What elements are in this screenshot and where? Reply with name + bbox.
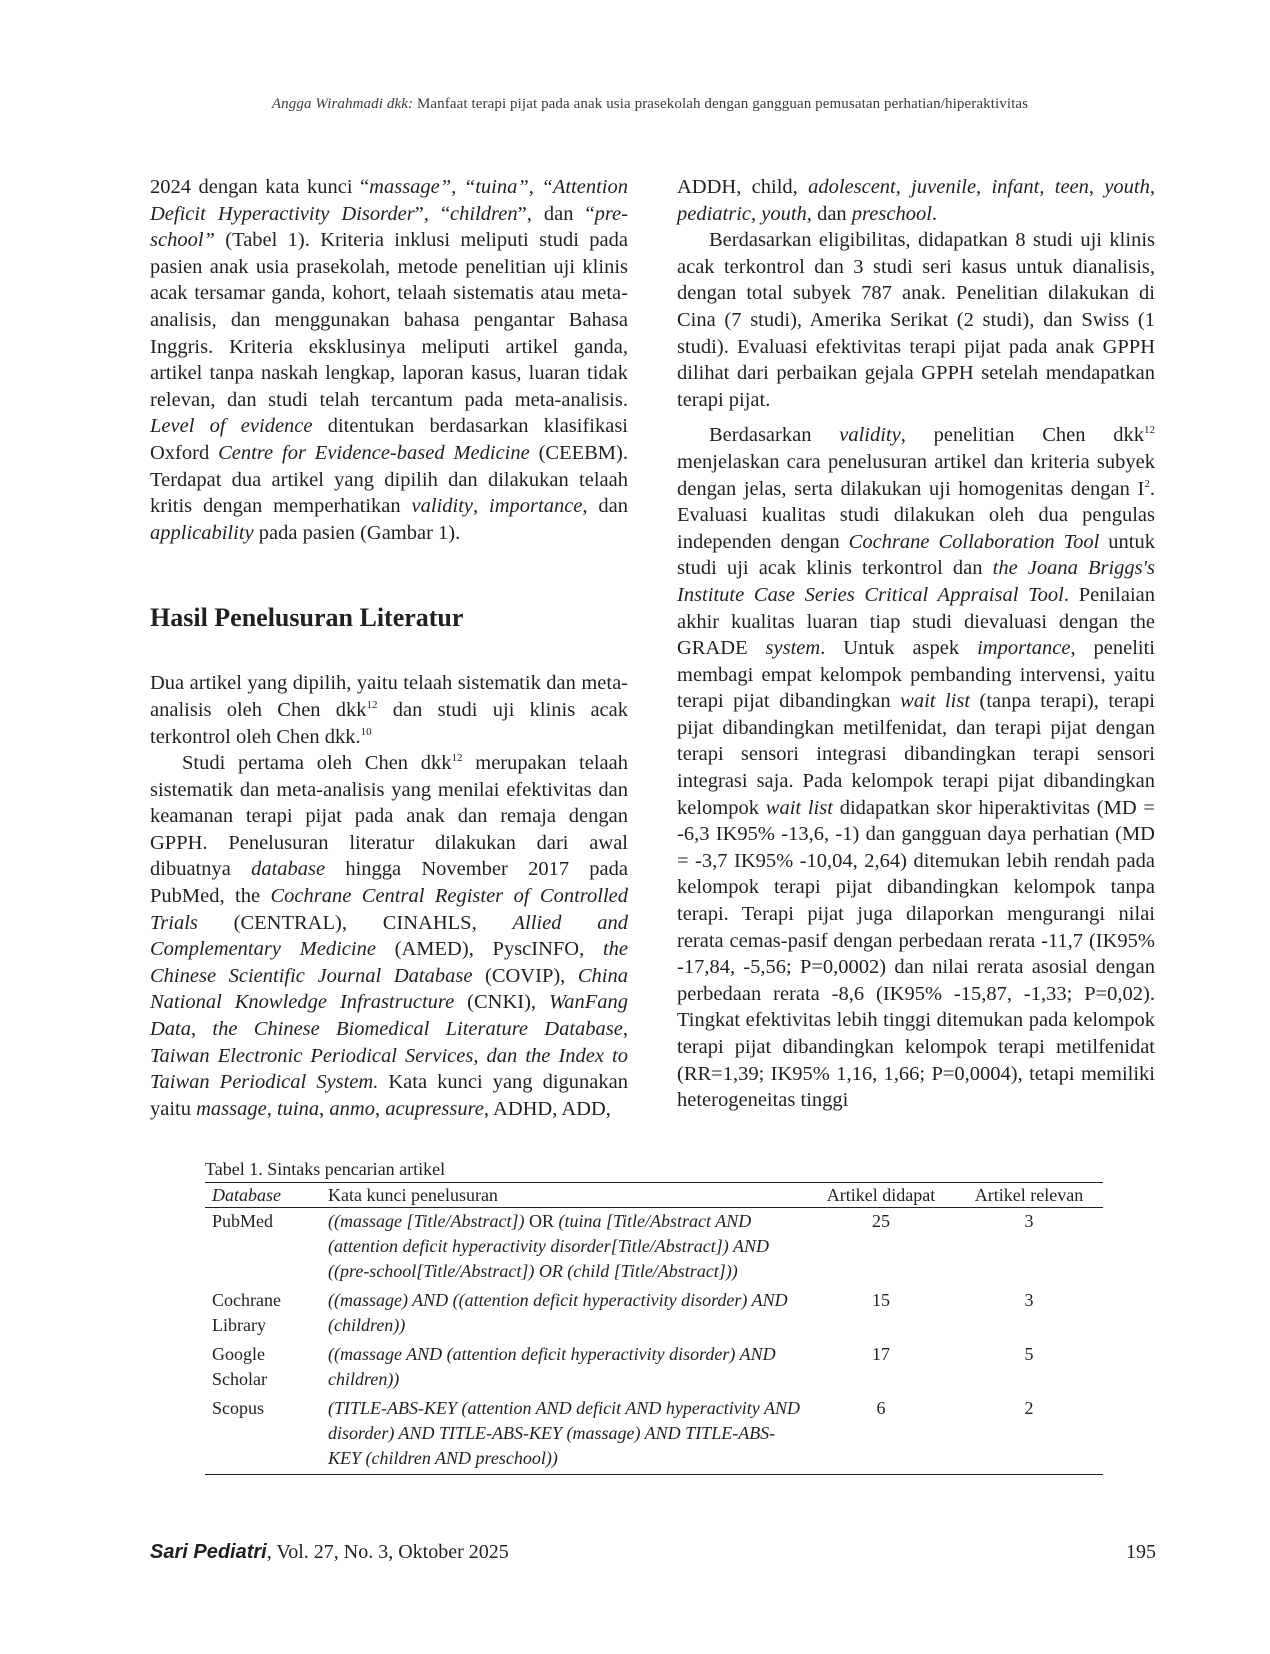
paragraph-selected-articles [150, 670, 628, 750]
journal-name: Sari Pediatri [150, 1541, 267, 1563]
text: . Evaluasi kualitas studi dilakukan oleh dua pengulas independen dengan [677, 477, 1155, 553]
text: , [473, 495, 490, 518]
paragraph-validity [677, 422, 1155, 1113]
column-header-relevant: Artikel relevan [955, 1183, 1103, 1208]
text: , ADHD, ADD, [483, 1097, 611, 1120]
cell-found: 6 [876, 1398, 886, 1418]
paragraph-keywords-continued [677, 174, 1155, 227]
text: (Tabel 1). Kriteria inklusi meliputi studi pada pasien anak usia prasekolah, metode penelitian uji klinis acak tersamar ganda, kohort, telaah sistematis atau meta-analisis, dan menggunakan bahasa pengantar Bahasa Inggris. Kriteria eksklusinya meliputi artikel ganda, artikel tanpa naskah lengkap, laporan kasus, luaran tidak relevan, dan studi telah tercantum pada meta-analisis. [150, 229, 628, 411]
running-head-title: Manfaat terapi pijat pada anak usia prasekolah dengan gangguan pemusatan perhatian/hiperaktivitas [416, 96, 1029, 112]
cell-found: 17 [872, 1344, 890, 1364]
text: (tanpa terapi), terapi pijat dibandingkan metilfenidat, dan terapi pijat dengan terapi sensori integrasi dibandingkan terapi sensori integrasi saja. Pada kelompok terapi pijat dibandingkan kelompok [677, 690, 1155, 819]
section-heading: Hasil Penelusuran Literatur [150, 603, 464, 633]
text: merupakan telaah sistematik dan meta-analisis yang menilai efektivitas dan keamanan terapi pijat pada anak dan remaja dengan GPPH. Penelusuran literatur dilakukan dari awal dibuatnya [150, 752, 628, 881]
running-head [150, 96, 1150, 113]
text: , penelitian Chen dkk [900, 424, 1145, 447]
text: 2024 dengan kata kunci “ [150, 176, 370, 198]
cell-relevant: 3 [1024, 1211, 1034, 1231]
superscript: 2 [1144, 477, 1150, 490]
text: Level of evidence [150, 415, 313, 438]
text: acupressure [385, 1097, 484, 1120]
table-row [205, 1287, 1103, 1341]
citation: 12 [1144, 424, 1156, 437]
text: Cochrane Collaboration Tool [848, 530, 1100, 553]
text: OR [529, 1211, 555, 1231]
text: wait list [765, 796, 833, 819]
text: . [931, 202, 938, 225]
citation: 10 [360, 725, 372, 738]
text: the Chinese Scientific Journal Database [150, 938, 629, 987]
cell-found: 25 [872, 1211, 890, 1231]
text: . Penilaian akhir kualitas luaran tiap studi dievaluasi dengan the GRADE [677, 583, 1156, 660]
text: (AMED), PyscINFO, [375, 938, 603, 961]
text: importance [489, 495, 583, 518]
search-syntax-table [205, 1182, 1103, 1475]
text: China National Knowledge Infrastructure [150, 964, 628, 1014]
text: Centre for Evidence-based Medicine [218, 441, 530, 464]
text: , [319, 1097, 330, 1120]
text: WanFang Data [150, 991, 628, 1041]
text: the Chinese Biomedical Literature Database [212, 1018, 623, 1041]
text: , dan [582, 495, 629, 518]
column-header-keywords: Kata kunci penelusuran [316, 1183, 807, 1208]
text: Taiwan Electronic Periodical Services, dan the Index to Taiwan Periodical System. [150, 1044, 628, 1094]
text: , [622, 1018, 628, 1041]
text: the Joana Briggs's Institute Case Series Critical Appraisal Tool [677, 557, 1155, 606]
table-row [205, 1341, 1103, 1395]
cell-relevant: 2 [1024, 1398, 1034, 1418]
text: didapatkan skor hiperaktivitas (MD = -6,3 IK95% -13,6, -1) dan gangguan daya perhatian (MD = -3,7 IK95% -10,04, 2,64) ditemukan lebih rendah pada kelompok terapi pijat dibandingkan kelompok tanpa terapi. Terapi pijat juga dilaporkan mengurangi nilai rerata cemas-pasif dengan perbedaan rerata -11,7 (IK95% -17,84, -5,56; P=0,0002) dan nilai rerata asosial dengan perbedaan rerata -8,6 (IK95% -15,87, -1,33; P=0,02). Tingkat efektivitas lebih tinggi ditemukan pada kelompok terapi pijat dibandingkan kelompok terapi metilfenidat (RR=1,39; IK95% 1,16, 1,66; P=0,0004), tetapi memiliki heterogeneitas tinggi [677, 796, 1155, 1112]
text: hingga November 2017 pada PubMed, the [150, 858, 628, 908]
citation: 12 [451, 752, 463, 765]
text: system [765, 637, 821, 660]
cell-keywords [316, 1208, 807, 1288]
cell-database: Google Scholar [212, 1344, 267, 1389]
text: anmo [329, 1097, 375, 1120]
text: validity [411, 495, 473, 518]
text: Allied and Complementary Medicine [150, 911, 628, 961]
text: . Untuk aspek [820, 637, 978, 660]
text: wait list [900, 690, 971, 713]
table-1 [205, 1158, 1103, 1475]
text: massage [196, 1097, 267, 1120]
text: ”, “ [414, 202, 451, 225]
text: tuina [276, 1097, 320, 1120]
table-row [205, 1395, 1103, 1475]
cell-relevant: 3 [1024, 1290, 1034, 1310]
table-header-row [205, 1183, 1103, 1208]
text: (CEEBM). Terdapat dua artikel yang dipilih dan dilakukan telaah kritis dengan memperhatikan [150, 441, 628, 518]
text: , [191, 1018, 213, 1041]
cell-database: PubMed [212, 1211, 274, 1231]
text: database [251, 858, 326, 881]
paragraph-eligibility: Berdasarkan eligibilitas, didapatkan 8 studi uji klinis acak terkontrol dan 3 studi seri kasus untuk dianalisis, dengan total subyek 787 anak. Penelitian dilakukan di Cina (7 studi), Amerika Serikat (2 studi), dan Swiss (1 studi). Evaluasi efektivitas terapi pijat pada anak GPPH dilihat dari perbaikan gejala GPPH setelah mendapatkan terapi pijat. [677, 229, 1155, 411]
text: (COVIP), [472, 964, 578, 987]
table-row [205, 1208, 1103, 1288]
text: untuk studi uji acak klinis terkontrol dan [677, 530, 1155, 580]
text: preschool [851, 202, 932, 225]
text: massage”, “tuina”, “Attention Deficit Hyperactivity Disorder [150, 176, 628, 225]
text: dan studi uji klinis acak terkontrol oleh Chen dkk. [150, 698, 628, 748]
text: Cochrane Central Register of Controlled Trials [150, 885, 629, 934]
cell-keywords: ((massage) AND ((attention deficit hyperactivity disorder) AND (children)) [328, 1290, 788, 1335]
text: Kata kunci yang digunakan yaitu [150, 1071, 628, 1120]
text: , [266, 1097, 277, 1120]
table-caption: Tabel 1. Sintaks pencarian artikel [205, 1159, 446, 1179]
text: , peneliti membagi empat kelompok pembanding intervensi, yaitu terapi pijat dibandingkan [677, 637, 1155, 713]
text: , [374, 1097, 386, 1120]
cell-relevant: 5 [1024, 1344, 1034, 1364]
cell-found: 15 [872, 1290, 890, 1310]
text: pada pasien (Gambar 1). [253, 521, 461, 544]
running-head-authors: Angga Wirahmadi dkk: [271, 96, 414, 112]
text: ditentukan berdasarkan klasifikasi Oxford [150, 415, 629, 464]
right-column [677, 174, 1155, 1114]
page-footer [150, 1541, 1156, 1564]
text: ”, dan “ [517, 202, 595, 225]
text: (tuina [Title/Abstract AND (attention deficit hyperactivity disorder[Title/Abstract]) AND ((pre-school[Title/Abstract]) OR (child [Title/Abstract])) [328, 1211, 769, 1281]
column-header-database: Database [205, 1183, 316, 1208]
text: dan [811, 202, 852, 225]
column-header-found: Artikel didapat [807, 1183, 955, 1208]
text: ((massage [Title/Abstract]) [328, 1211, 529, 1231]
text: pre-school” [150, 202, 628, 252]
text: (CENTRAL), CINAHLS, [197, 911, 513, 934]
citation: 12 [366, 699, 378, 712]
text: applicability [150, 521, 254, 544]
text: children [450, 202, 518, 225]
page-number: 195 [1126, 1541, 1156, 1563]
cell-database: Cochrane Library [212, 1290, 281, 1335]
text: (CNKI), [454, 991, 550, 1014]
paragraph-first-study [150, 750, 628, 1122]
cell-keywords: (TITLE-ABS-KEY (attention AND deficit AND hyperactivity AND disorder) AND TITLE-ABS-KEY (massage) AND TITLE-ABS-KEY (children AND preschool)) [328, 1398, 800, 1468]
text: Berdasarkan [709, 424, 840, 447]
text: menjelaskan cara penelusuran artikel dan kriteria subyek dengan jelas, serta dilakukan uji homogenitas dengan I [677, 450, 1155, 500]
cell-database: Scopus [212, 1398, 265, 1418]
cell-keywords: ((massage AND (attention deficit hyperactivity disorder) AND children)) [328, 1344, 776, 1389]
text: Dua artikel yang dipilih, yaitu telaah sistematik dan meta-analisis oleh Chen dkk [150, 672, 628, 721]
text: importance [977, 637, 1071, 660]
text: adolescent, juvenile, infant, teen, youth, pediatric, youth, [677, 176, 1155, 225]
paragraph-methods-continued [150, 174, 628, 546]
text: Studi pertama oleh Chen dkk [182, 752, 452, 775]
text: validity [839, 424, 901, 447]
text: ADDH, child, [677, 176, 809, 198]
journal-issue: , Vol. 27, No. 3, Oktober 2025 [266, 1541, 509, 1563]
left-column [150, 174, 628, 1122]
